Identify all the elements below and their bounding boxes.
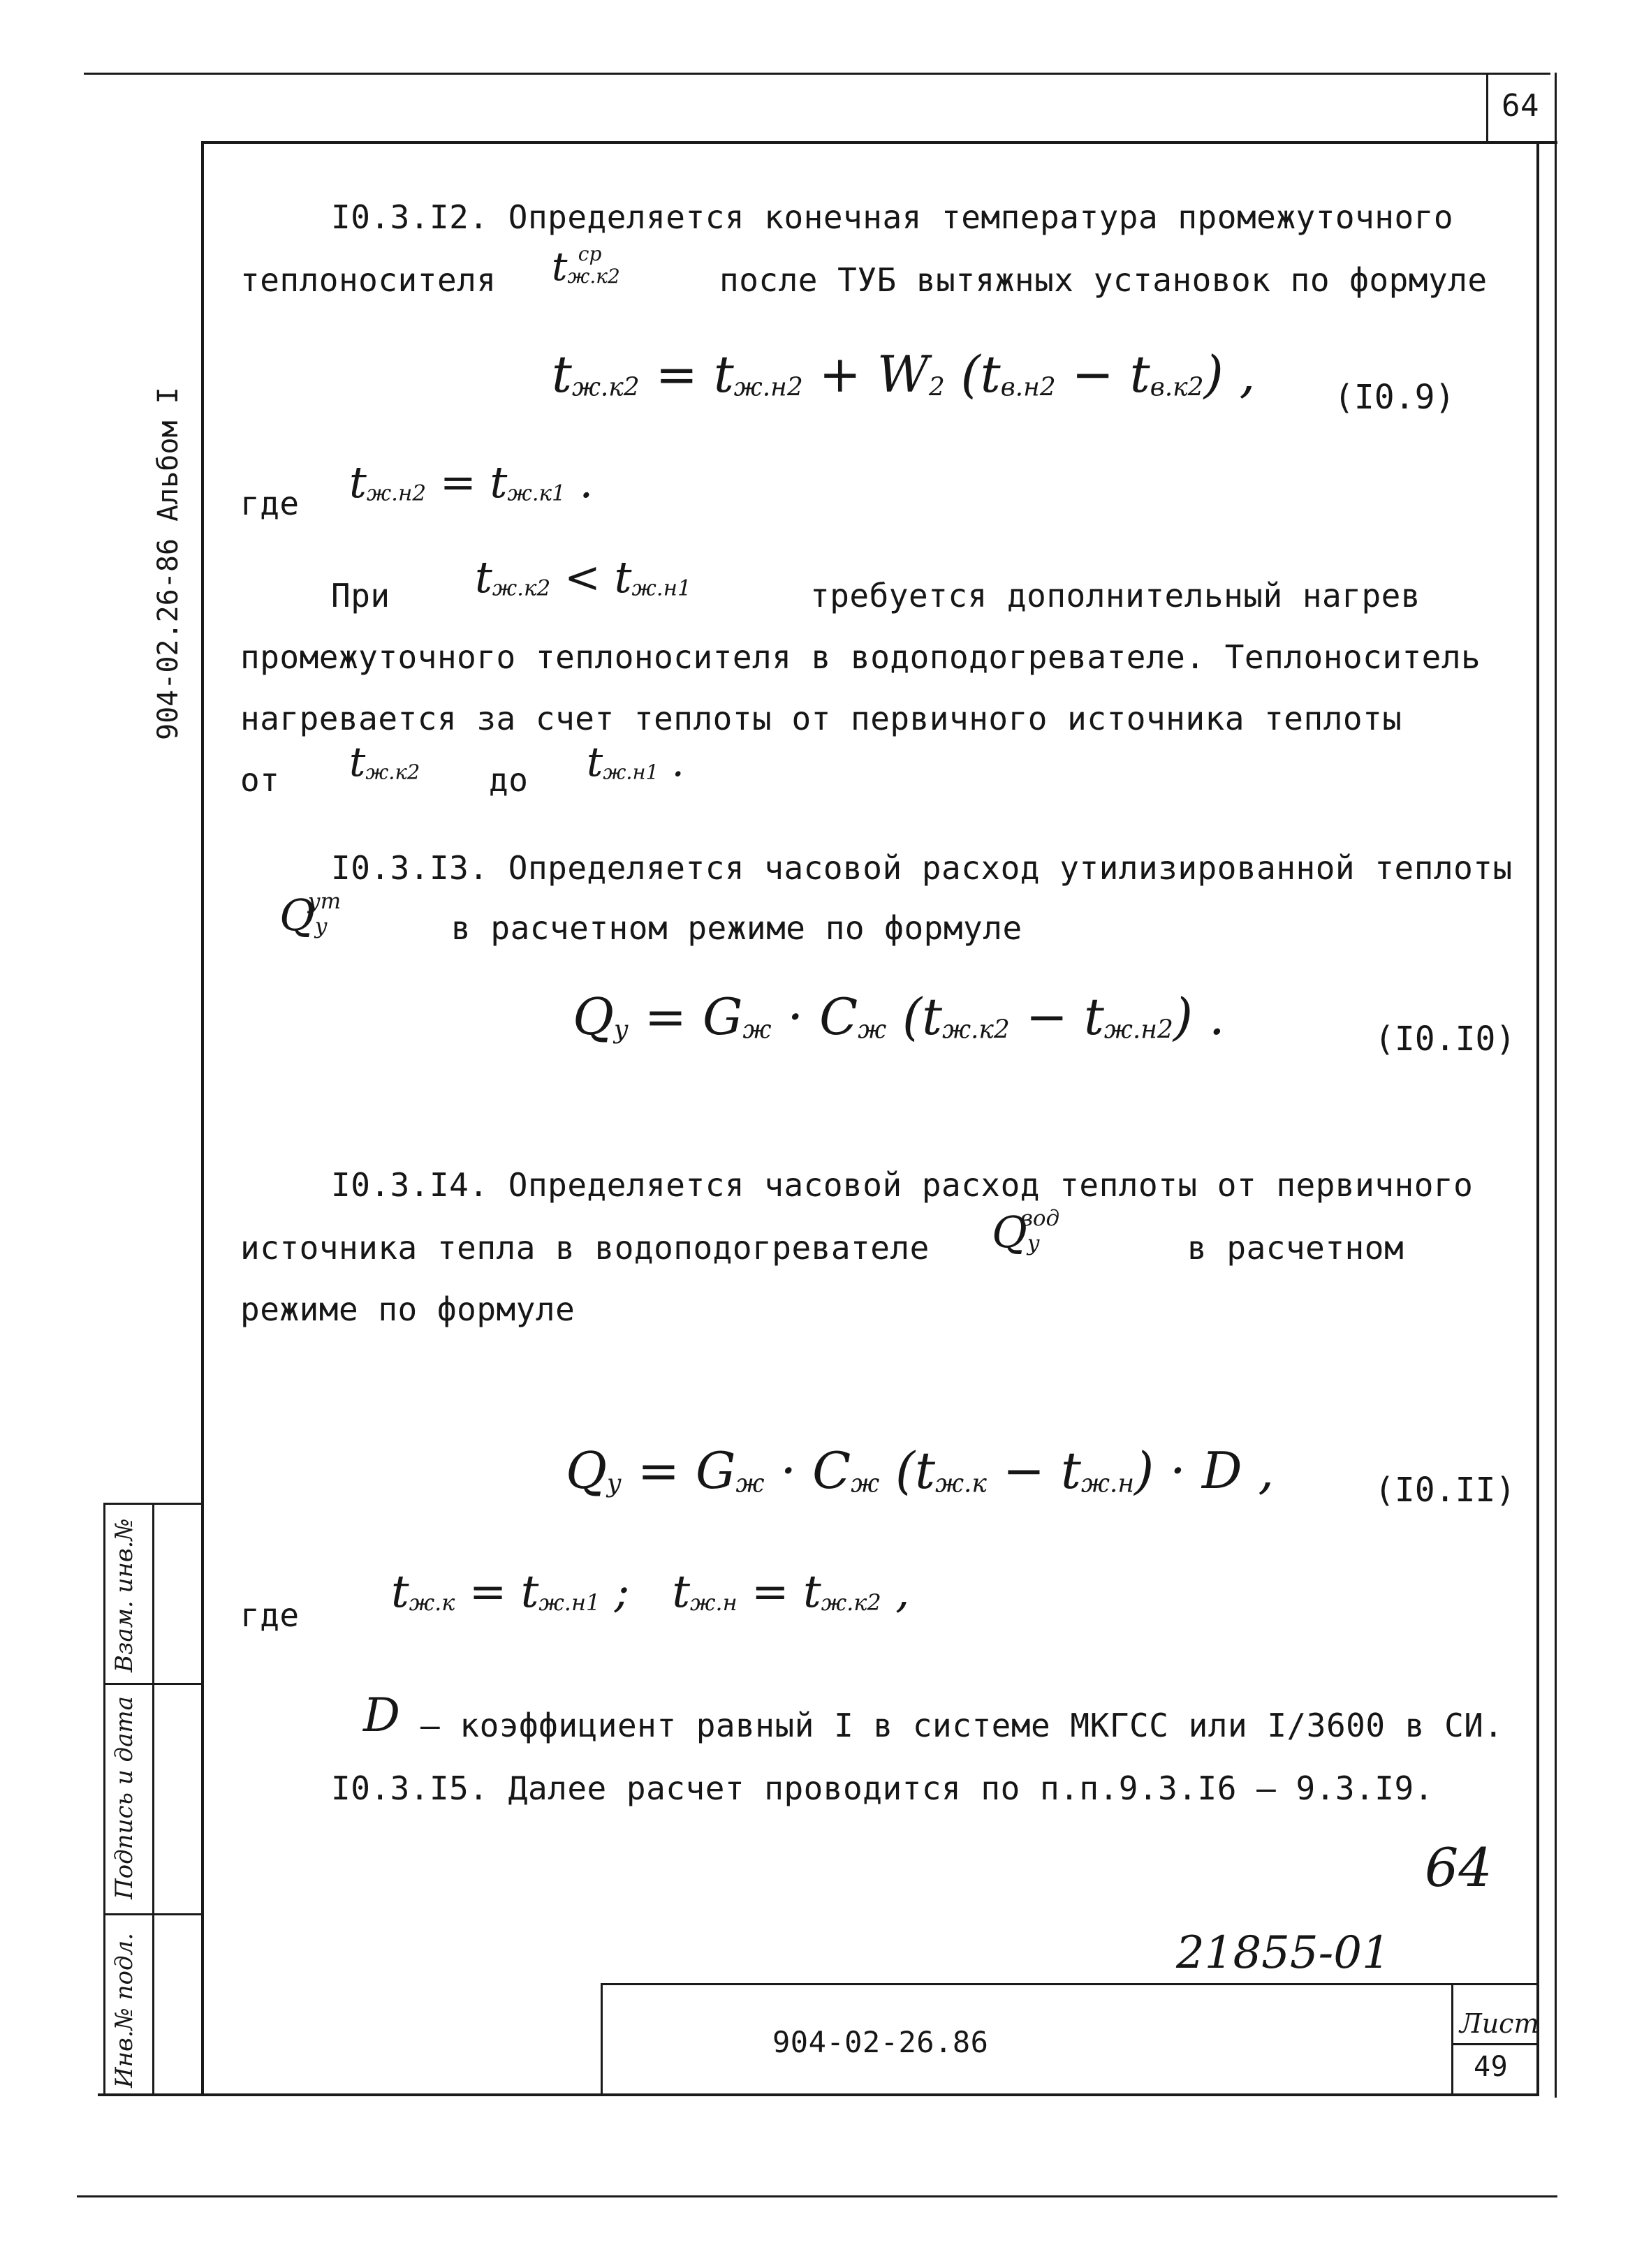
s12-line-a: промежуточного теплоносителя в водоподогревателе. Теплоноситель xyxy=(240,638,1481,676)
s14-line1: I0.3.I4. Определяется часовой расход теплоты от первичного xyxy=(331,1166,1474,1204)
frame-right-outer xyxy=(1555,73,1557,2098)
s12-line-b: нагревается за счет теплоты от первичного источника теплоты xyxy=(240,700,1402,737)
s14-where-eq: $t_{ж.к} = t_{ж.н1}$ ; $t_{ж.н} = t_{ж.к2}$ , xyxy=(391,1566,910,1618)
s15-line1: I0.3.I5. Далее расчет проводится по п.п.9.3.I6 – 9.3.I9. xyxy=(331,1769,1434,1807)
s14-line2-b: в расчетном xyxy=(1187,1229,1404,1267)
s12-to-var: $t_{ж.н1}$ . xyxy=(587,738,684,786)
stamp-div-1 xyxy=(103,1683,203,1685)
handwritten-inventory: 21855-01 xyxy=(1176,1927,1390,1979)
stamp-col-mid xyxy=(152,1503,154,2096)
eq-10-10-number: (I0.I0) xyxy=(1374,1019,1516,1059)
s12-from: от xyxy=(240,761,280,799)
stamp-label-replace: Взам. инв.№ xyxy=(110,1518,138,1672)
top-rule xyxy=(84,73,1550,75)
s12-where: где xyxy=(240,485,300,522)
s14-where: где xyxy=(240,1596,300,1634)
page-number: 64 xyxy=(1502,88,1539,124)
stamp-div-2 xyxy=(103,1913,203,1915)
frame-left xyxy=(201,141,204,2096)
bottom-rule xyxy=(77,2195,1557,2197)
eq-10-9: $t_{ж.к2} = t_{ж.н2} + W_2$ $(t_{в.н2} - t_{в.к2})$ , xyxy=(552,345,1256,404)
s12-when: При xyxy=(331,577,390,614)
s12-line2-b: после ТУБ вытяжных установок по формуле xyxy=(719,261,1488,299)
title-block-divider xyxy=(1451,1983,1453,2095)
s12-cond-tail: требуется дополнительный нагрев xyxy=(810,577,1421,614)
doc-code: 904-02-26.86 xyxy=(772,2025,989,2059)
s13-line1: I0.3.I3. Определяется часовой расход утилизированной теплоты xyxy=(331,849,1513,887)
eq-10-10: $Q_у = G_ж \cdot C_ж$ $(t_{ж.к2} - t_{ж.н2})$ . xyxy=(573,987,1225,1046)
s12-to: до xyxy=(489,761,529,799)
frame-top xyxy=(201,141,1557,144)
title-block-top xyxy=(601,1983,1536,1985)
frame-bottom xyxy=(98,2093,1539,2096)
coef-symbol: D xyxy=(363,1688,400,1742)
title-block-left xyxy=(601,1983,603,2095)
stamp-col-left xyxy=(103,1503,105,2096)
eq-10-9-number: (I0.9) xyxy=(1334,378,1455,417)
album-label: 904-02.26-86 Альбом I xyxy=(152,387,184,740)
eq-10-11-number: (I0.II) xyxy=(1374,1471,1516,1510)
stamp-col-top xyxy=(103,1503,203,1505)
s12-line2-a: теплоносителя xyxy=(240,261,497,299)
s12-where-eq: $t_{ж.н2} = t_{ж.к1}$ . xyxy=(349,457,594,508)
s14-line2-a: источника тепла в водоподогревателе xyxy=(240,1229,930,1267)
s14-inline-var: $Q_у^{вод}$ xyxy=(992,1206,1060,1258)
s12-from-var: $t_{ж.к2}$ xyxy=(349,738,420,786)
stamp-label-signature: Подпись и дата xyxy=(110,1696,138,1899)
s13-line2: в расчетном режиме по формуле xyxy=(451,909,1022,947)
handwritten-page-number: 64 xyxy=(1425,1836,1492,1899)
title-block-sheet-divider xyxy=(1451,2043,1536,2045)
s14-coef-text: – коэффициент равный I в системе МКГСС или I/3600 в СИ. xyxy=(420,1707,1504,1744)
s12-condition: $t_{ж.к2} < t_{ж.н1}$ xyxy=(475,552,691,603)
s13-inline-var: $Q_у^{ут}$ xyxy=(279,889,342,941)
s14-line3: режиме по формуле xyxy=(240,1290,575,1328)
stamp-label-inventory: Инв.№ подл. xyxy=(110,1933,138,2088)
s12-inline-var: $t_{ж.к2}^{ср}$ xyxy=(552,242,620,290)
frame-right xyxy=(1536,141,1539,2096)
header-box-divider xyxy=(1486,73,1488,142)
s12-line1: I0.3.I2. Определяется конечная температура промежуточного xyxy=(331,198,1454,236)
sheet-label: Лист xyxy=(1460,2008,1539,2039)
eq-10-11: $Q_у = G_ж \cdot C_ж$ $(t_{ж.к} - t_{ж.н}) \cdot D$ , xyxy=(566,1441,1275,1500)
sheet-number: 49 xyxy=(1474,2051,1509,2083)
